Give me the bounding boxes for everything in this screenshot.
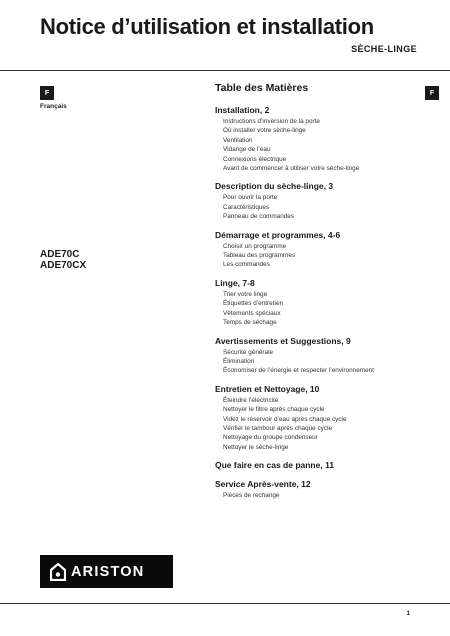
toc-item: Caractéristiques (223, 203, 270, 211)
toc-item-list (215, 290, 415, 328)
toc-section (215, 104, 415, 173)
toc-item: Nettoyer le sèche-linge (223, 443, 289, 451)
top-divider (0, 70, 450, 71)
toc-section-title: Démarrage et programmes, 4-6 (215, 229, 341, 240)
toc-item-list (215, 193, 415, 221)
brand-name: ARISTON (71, 563, 145, 580)
toc-item: Éteindre l’électricité (223, 396, 279, 404)
toc-item: Videz le réservoir d’eau après chaque cycle (223, 415, 347, 423)
toc-item: Nettoyer le filtre après chaque cycle (223, 406, 325, 414)
toc-item: Les commandes (223, 261, 270, 269)
toc-section (215, 335, 415, 376)
toc-item: Vidange de l’eau (223, 146, 271, 154)
table-of-contents (215, 82, 415, 508)
toc-item: Pour ouvrir la porte (223, 194, 278, 202)
toc-item-list (215, 491, 415, 500)
toc-item: Élimination (223, 357, 255, 365)
toc-item: Vérifier le tambour après chaque cycle (223, 424, 333, 432)
toc-section (215, 277, 415, 328)
language-label: Français (40, 103, 67, 110)
toc-item: Pièces de rechange (223, 492, 280, 500)
toc-item: Étiquettes d’entretien (223, 300, 284, 308)
model-list (40, 249, 86, 271)
toc-section-title: Entretien et Nettoyage, 10 (215, 383, 320, 394)
toc-section (215, 229, 415, 270)
toc-item: Temps de séchage (223, 319, 277, 327)
toc-item-list (215, 117, 415, 173)
toc-item: Connexions électrique (223, 155, 287, 163)
toc-section-title: Service Après-vente, 12 (215, 479, 311, 490)
toc-item: Nettoyage du groupe condenseur (223, 434, 318, 442)
toc-item: Avant de commencer à utiliser votre sèche-linge (223, 165, 360, 173)
toc-section (215, 459, 415, 471)
language-badge-left: F (40, 86, 54, 100)
page-number: 1 (406, 610, 410, 617)
toc-item: Vêtements spéciaux (223, 309, 281, 317)
toc-item-list (215, 242, 415, 270)
toc-item: Ventilation (223, 136, 253, 144)
toc-item: Économiser de l’énergie et respecter l’environnement (223, 367, 374, 375)
language-badge-right: F (425, 86, 439, 100)
toc-item: Tableau des programmes (223, 252, 296, 260)
model-name: ADE70CX (40, 260, 87, 271)
page-title: Notice d’utilisation et installation (40, 14, 374, 39)
toc-section (215, 383, 415, 452)
toc-section (215, 180, 415, 221)
model-name: ADE70C (40, 249, 80, 260)
house-icon (50, 563, 66, 581)
toc-item: Choisir un programme (223, 242, 287, 250)
toc-item: Instructions d’inversion de la porte (223, 118, 320, 125)
toc-section (215, 478, 415, 500)
bottom-divider (0, 603, 450, 604)
toc-section-title: Que faire en cas de panne, 11 (215, 460, 335, 471)
toc-section-title: Installation, 2 (215, 105, 270, 115)
toc-item: Sécurité générale (223, 348, 274, 356)
toc-sections (215, 104, 415, 501)
toc-heading: Table des Matières (215, 82, 309, 94)
toc-item: Panneau de commandes (223, 213, 295, 221)
brand-logo (40, 555, 173, 588)
toc-section-title: Avertissements et Suggestions, 9 (215, 335, 351, 346)
toc-item-list (215, 396, 415, 452)
toc-section-title: Description du sèche-linge, 3 (215, 181, 334, 192)
toc-item-list (215, 348, 415, 376)
toc-item: Trier votre linge (223, 290, 268, 298)
toc-section-title: Linge, 7-8 (215, 277, 255, 288)
document-subtitle: SÈCHE-LINGE (351, 44, 417, 54)
toc-item: Où installer votre sèche-linge (223, 127, 306, 135)
